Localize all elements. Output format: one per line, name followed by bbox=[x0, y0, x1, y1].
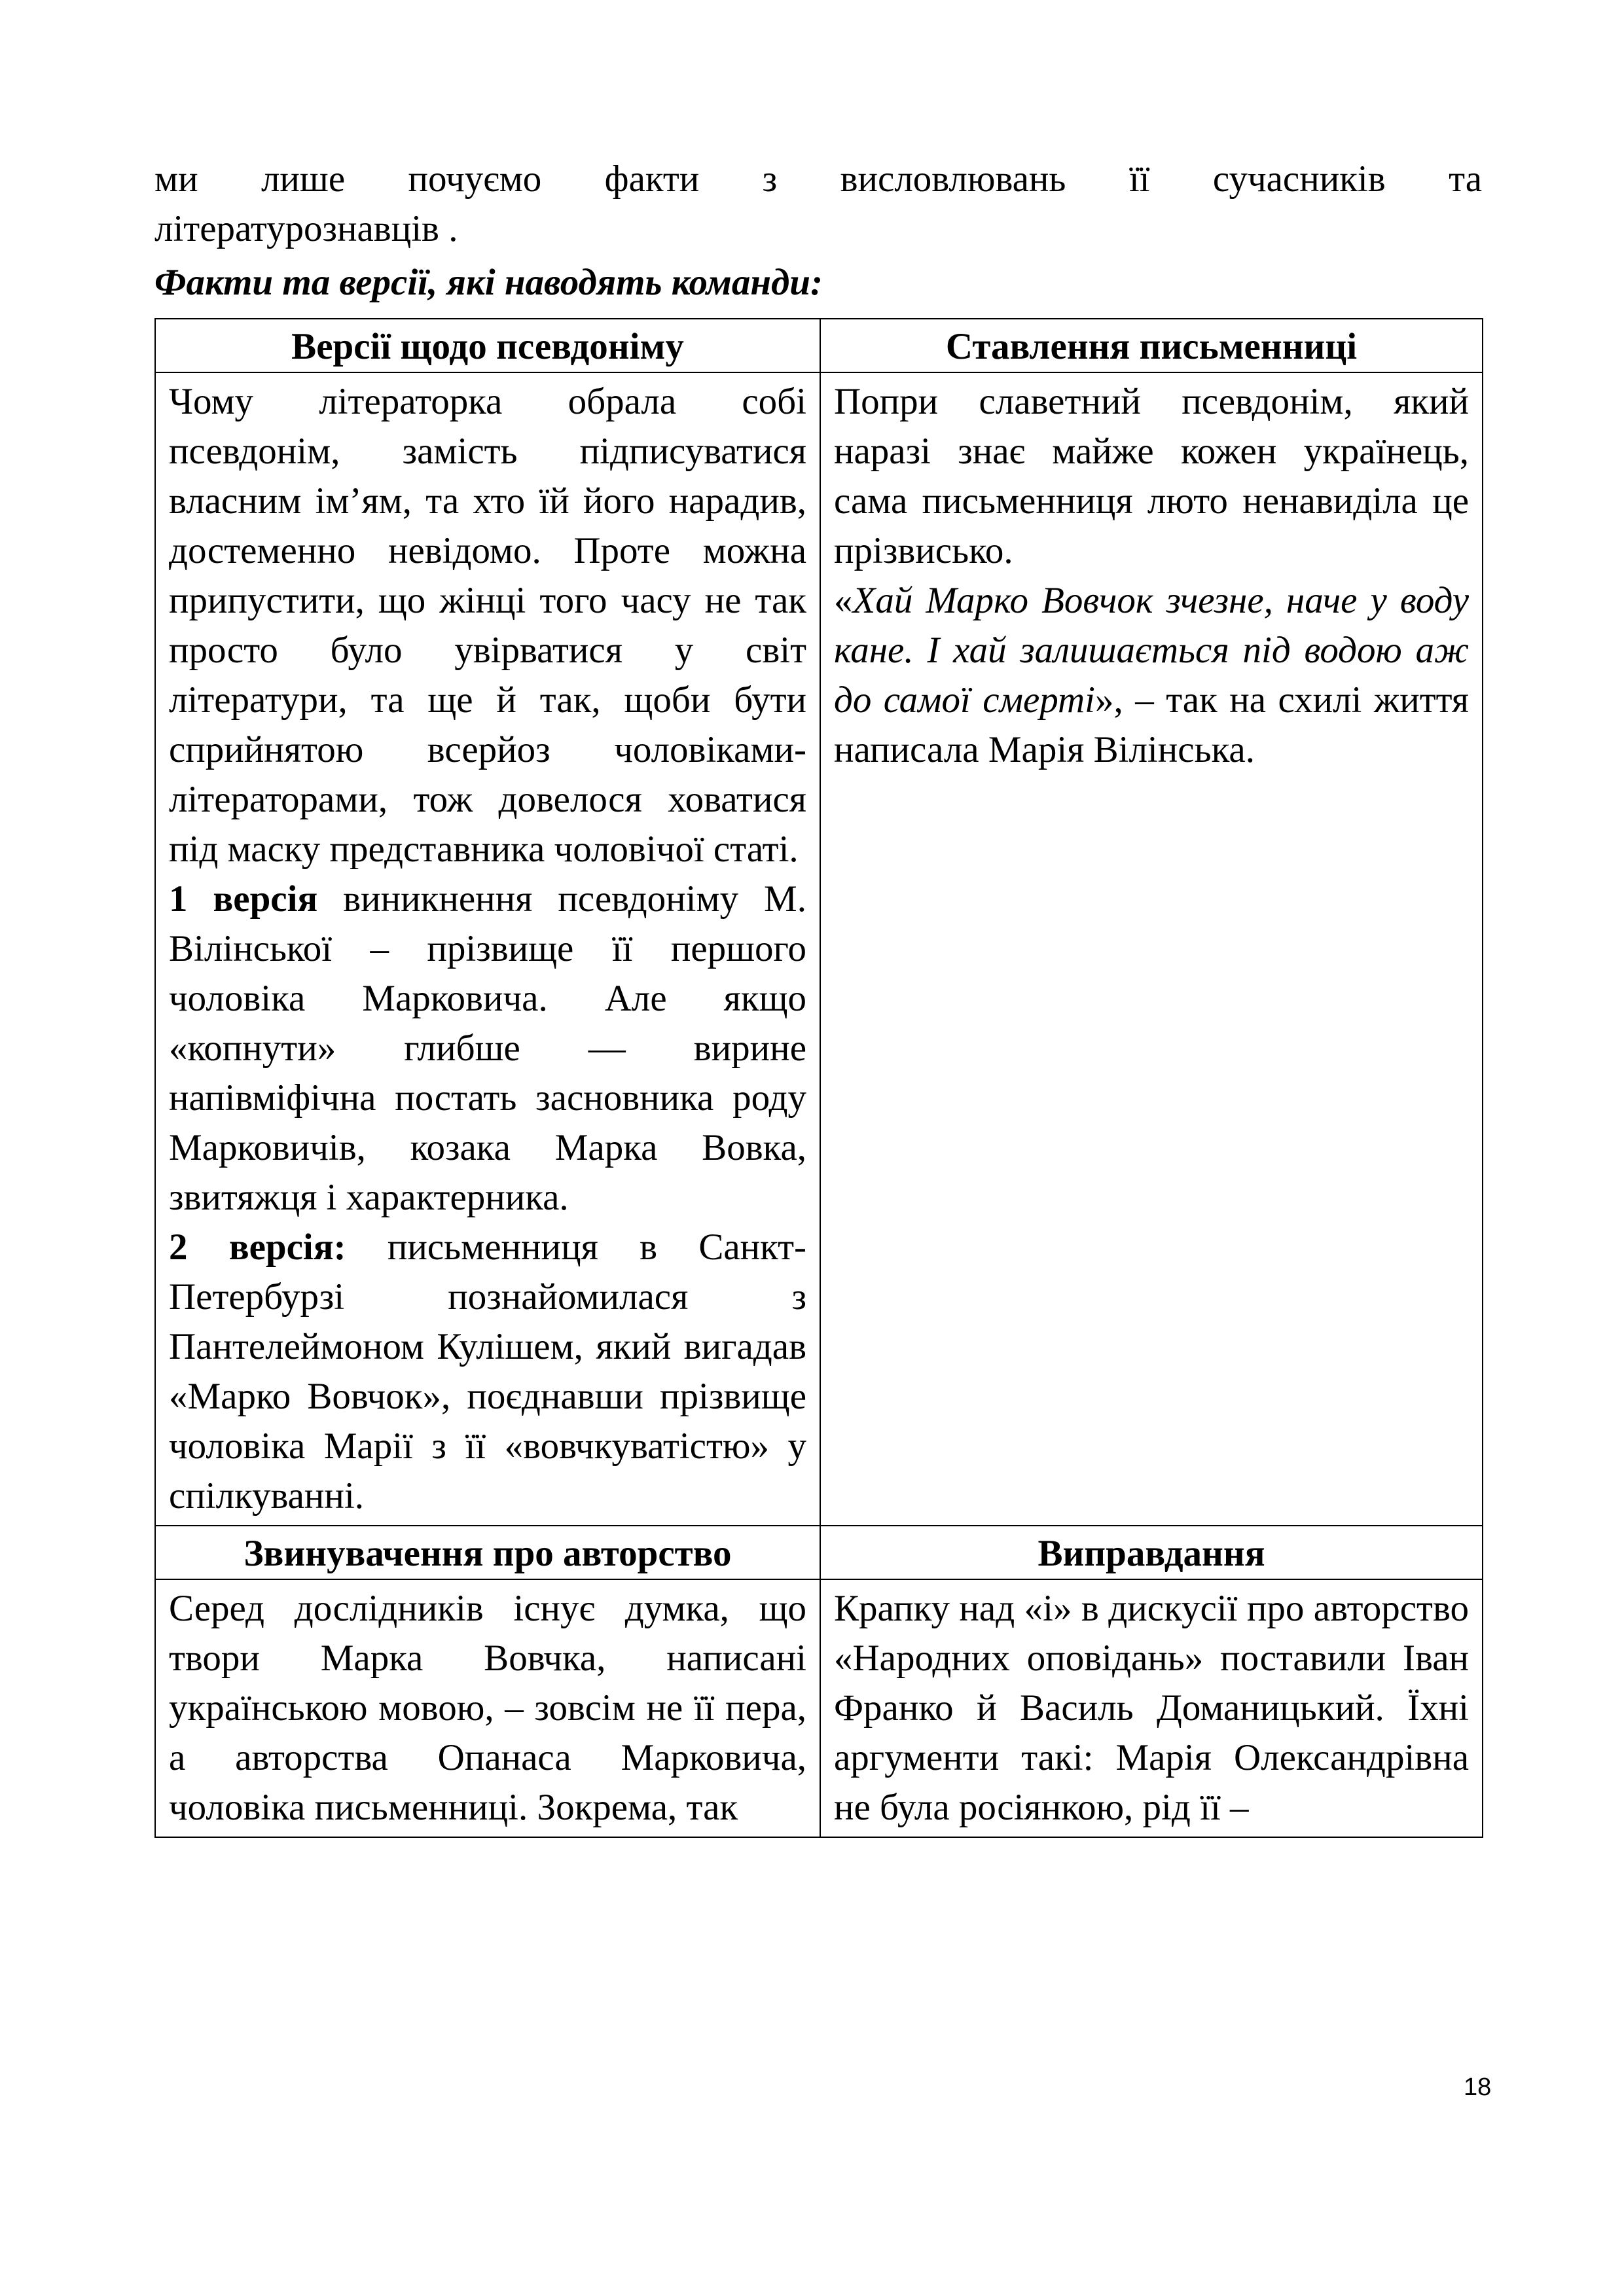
header-pseudonym-versions: Версії щодо псевдоніму bbox=[155, 319, 820, 372]
intro-line-2: літературознавців . bbox=[154, 208, 458, 249]
page-body bbox=[154, 154, 1482, 1838]
attitude-text: Попри славетний псевдонім, який наразі знає майже кожен українець, сама письменниця люто ненавиділа це прізвисько. bbox=[834, 381, 1469, 571]
pseudonym-versions-cell bbox=[155, 372, 820, 1526]
version-2-label: 2 версія: bbox=[169, 1227, 346, 1268]
writer-attitude-cell bbox=[820, 372, 1483, 1526]
table-header-row bbox=[155, 319, 1483, 372]
quote-open-mark: « bbox=[834, 580, 853, 621]
table-header-row-2 bbox=[155, 1526, 1483, 1579]
quote-attribution: », – так на схилі життя написала Марія Вілінська. bbox=[834, 679, 1469, 770]
version-2-text: письменниця в Санкт-Петербурзі познайомилася з Пантелеймоном Кулішем, який вигадав «Марко Вовчок», поєднавши прізвище чоловіка Марії з її «вовчкуватістю» у спілкуванні. bbox=[169, 1227, 806, 1516]
justification-cell: Крапку над «і» в дискусії про авторство «Народних оповідань» поставили Іван Франко й Василь Доманицький. Їхні аргументи такі: Марія Олександрівна не була росіянкою, рід її – bbox=[820, 1579, 1483, 1837]
intro-line-1: ми лише почуємо факти з висловлювань її сучасників та bbox=[154, 158, 1482, 200]
table-row bbox=[155, 1579, 1483, 1837]
writer-quote: Хай Марко Вовчок зчезне, наче у воду кане. І хай залишається під водою аж до самої смерті bbox=[834, 580, 1469, 721]
page-number: 18 bbox=[1464, 2073, 1492, 2101]
header-justification: Виправдання bbox=[820, 1526, 1483, 1579]
intro-paragraph bbox=[154, 154, 1482, 254]
header-writer-attitude: Ставлення письменниці bbox=[820, 319, 1483, 372]
header-authorship-accusation: Звинувачення про авторство bbox=[155, 1526, 820, 1579]
accusation-cell: Серед дослідників існує думка, що твори Марка Вовчка, написані українською мовою, – зовсім не її пера, а авторства Опанаса Марковича, чоловіка письменниці. Зокрема, так bbox=[155, 1579, 820, 1837]
table-row bbox=[155, 372, 1483, 1526]
versions-table bbox=[154, 318, 1483, 1838]
version-1-text: виникнення псевдоніму М. Вілінської – прізвище її першого чоловіка Марковича. Але якщо «копнути» глибше — вирине напівміфічна постать засновника роду Марковичів, козака Марка Вовка, звитяжця і характерника. bbox=[169, 878, 806, 1218]
versions-intro-text: Чому літераторка обрала собі псевдонім, замість підписуватися власним ім’ям, та хто їй його нарадив, достеменно невідомо. Проте можна припустити, що жінці того часу не так просто було увірватися у світ літератури, та ще й так, щоби бути сприйнятою всерйоз чоловіками-літераторами, тож довелося ховатися під маску представника чоловічої статі. bbox=[169, 381, 806, 870]
version-1-label: 1 версія bbox=[169, 878, 318, 920]
section-heading: Факти та версії, які наводять команди: bbox=[154, 262, 823, 303]
